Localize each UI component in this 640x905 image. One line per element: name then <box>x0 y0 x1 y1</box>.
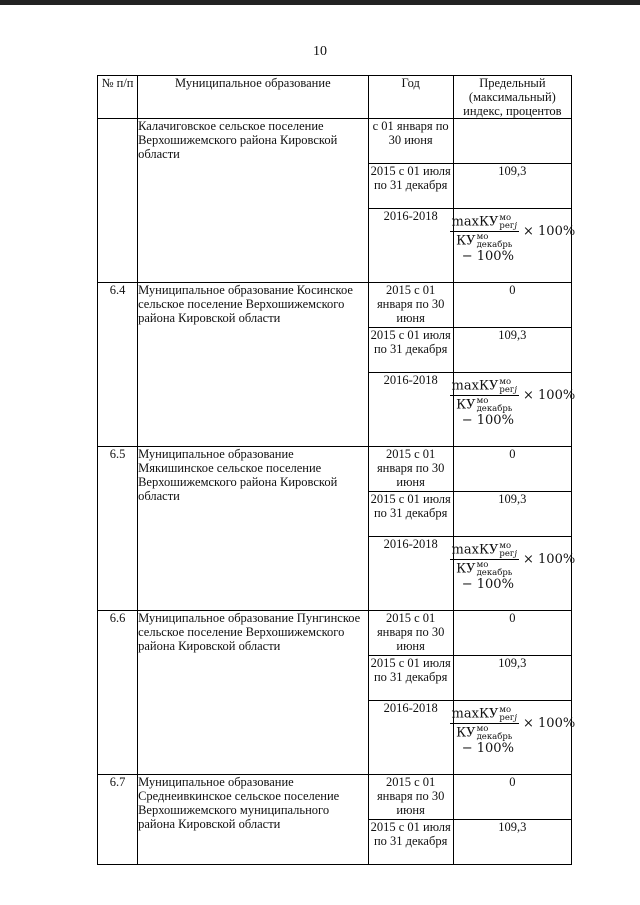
formula-times: × 100% <box>523 387 576 403</box>
municipality-name: Муниципальное образование Косинское сельское поселение Верхошижемского района Кировской области <box>138 283 368 447</box>
formula-fraction <box>450 542 519 577</box>
index-value <box>453 119 571 164</box>
formula-num-sub: рег <box>499 221 515 231</box>
index-formula <box>451 705 576 742</box>
formula-fraction <box>450 378 519 413</box>
index-value: 109,3 <box>453 820 571 865</box>
table-body <box>98 119 576 865</box>
formula-den-scripts <box>477 561 513 577</box>
period-year: 2015 с 01 июля по 31 декабря <box>368 164 453 209</box>
formula-minus: − 100% <box>461 249 514 264</box>
formula-num-sup: мо <box>499 705 512 715</box>
formula-num-scripts <box>499 214 517 230</box>
formula-numerator <box>450 378 519 396</box>
period-year: 2016-2018 <box>368 373 453 447</box>
index-formula <box>451 541 576 578</box>
formula-num-sup: мо <box>499 377 512 387</box>
formula-num-sub: рег <box>499 385 515 395</box>
formula-den-sup: мо <box>476 396 489 406</box>
index-value: 109,3 <box>453 656 571 701</box>
formula-numerator <box>450 214 519 232</box>
formula-num-scripts <box>499 378 517 394</box>
formula-den-sup: мо <box>476 232 489 242</box>
index-value: 0 <box>453 775 571 820</box>
formula-den-scripts <box>477 725 513 741</box>
formula-num-sub-wrap <box>499 714 517 722</box>
period-year: 2015 с 01 июля по 31 декабря <box>368 656 453 701</box>
period-year: 2015 с 01 января по 30 июня <box>368 775 453 820</box>
formula-num-sub-j: j <box>514 221 517 231</box>
index-cell-formula <box>451 209 576 283</box>
table-row <box>98 119 572 164</box>
formula-den-scripts <box>477 233 513 249</box>
formula-num-scripts <box>499 706 517 722</box>
index-value: 0 <box>453 447 571 492</box>
period-year: с 01 января по 30 июня <box>368 119 453 164</box>
formula-den-symbol: КУ <box>456 397 476 413</box>
formula-den-sub: декабрь <box>476 240 513 250</box>
formula-numerator <box>450 706 519 724</box>
formula-num-sub-j: j <box>514 385 517 395</box>
formula-den-symbol: КУ <box>456 233 476 249</box>
row-number: 6.7 <box>98 775 138 865</box>
period-year: 2016-2018 <box>368 701 453 775</box>
period-year: 2015 с 01 января по 30 июня <box>368 283 453 328</box>
index-cell-formula <box>451 373 576 447</box>
formula-times: × 100% <box>523 551 576 567</box>
period-year: 2016-2018 <box>368 209 453 283</box>
formula-num-sub: рег <box>499 713 515 723</box>
formula-num-sub-wrap <box>499 386 517 394</box>
formula-num-sub-wrap <box>499 550 517 558</box>
formula-denominator <box>454 396 514 413</box>
tariff-index-table <box>97 75 576 865</box>
period-year: 2015 с 01 января по 30 июня <box>368 611 453 656</box>
formula-den-sub: декабрь <box>476 404 513 414</box>
formula-num-symbol: maxКУ <box>451 706 499 722</box>
formula-minus: − 100% <box>461 741 514 756</box>
formula-num-sub-j: j <box>514 549 517 559</box>
index-value: 109,3 <box>453 164 571 209</box>
table-row <box>98 611 572 656</box>
formula-numerator <box>450 542 519 560</box>
formula-num-symbol: maxКУ <box>451 542 499 558</box>
formula-num-sup: мо <box>499 213 512 223</box>
formula-minus: − 100% <box>461 413 514 428</box>
header-municipality: Муниципальное образование <box>138 76 368 119</box>
formula-den-sup: мо <box>476 724 489 734</box>
index-cell-formula <box>451 537 576 611</box>
formula-den-symbol: КУ <box>456 725 476 741</box>
formula-den-symbol: КУ <box>456 561 476 577</box>
header-num: № п/п <box>98 76 138 119</box>
formula-fraction <box>450 706 519 741</box>
formula-times: × 100% <box>523 715 576 731</box>
row-number: 6.4 <box>98 283 138 447</box>
period-year: 2015 с 01 июля по 31 декабря <box>368 492 453 537</box>
table-row <box>98 283 572 328</box>
formula-num-sub: рег <box>499 549 515 559</box>
formula-den-sup: мо <box>476 560 489 570</box>
index-value: 109,3 <box>453 492 571 537</box>
formula-num-symbol: maxКУ <box>451 214 499 230</box>
table-row <box>98 775 572 820</box>
header-year: Год <box>368 76 453 119</box>
index-formula <box>451 213 576 250</box>
index-value: 0 <box>453 611 571 656</box>
table-header-row <box>98 76 572 119</box>
index-cell-formula <box>451 701 576 775</box>
formula-num-symbol: maxКУ <box>451 378 499 394</box>
period-year: 2015 с 01 июля по 31 декабря <box>368 328 453 373</box>
municipality-name: Муниципальное образование Среднеивкинское сельское поселение Верхошижемского муниципального района Кировской области <box>138 775 368 865</box>
page-number: 10 <box>313 44 327 59</box>
formula-num-sub-j: j <box>514 713 517 723</box>
municipality-name: Муниципальное образование Пунгинское сельское поселение Верхошижемского района Кировской области <box>138 611 368 775</box>
formula-denominator <box>454 724 514 741</box>
formula-minus: − 100% <box>461 577 514 592</box>
index-formula <box>451 377 576 414</box>
scan-top-edge-line <box>0 0 640 5</box>
period-year: 2016-2018 <box>368 537 453 611</box>
table-row <box>98 447 572 492</box>
period-year: 2015 с 01 января по 30 июня <box>368 447 453 492</box>
period-year: 2015 с 01 июля по 31 декабря <box>368 820 453 865</box>
row-number <box>98 119 138 283</box>
row-number: 6.6 <box>98 611 138 775</box>
formula-denominator <box>454 232 514 249</box>
index-value: 109,3 <box>453 328 571 373</box>
formula-den-sub: декабрь <box>476 568 513 578</box>
index-value: 0 <box>453 283 571 328</box>
municipality-name: Муниципальное образование Мякишинское сельское поселение Верхошижемского района Кировской области <box>138 447 368 611</box>
formula-num-sub-wrap <box>499 222 517 230</box>
formula-times: × 100% <box>523 223 576 239</box>
header-index: Предельный (максимальный) индекс, процентов <box>453 76 571 119</box>
formula-den-scripts <box>477 397 513 413</box>
formula-num-scripts <box>499 542 517 558</box>
formula-num-sup: мо <box>499 541 512 551</box>
formula-den-sub: декабрь <box>476 732 513 742</box>
row-number: 6.5 <box>98 447 138 611</box>
formula-denominator <box>454 560 514 577</box>
formula-fraction <box>450 214 519 249</box>
municipality-name: Калачиговское сельское поселение Верхошижемского района Кировской области <box>138 119 368 283</box>
